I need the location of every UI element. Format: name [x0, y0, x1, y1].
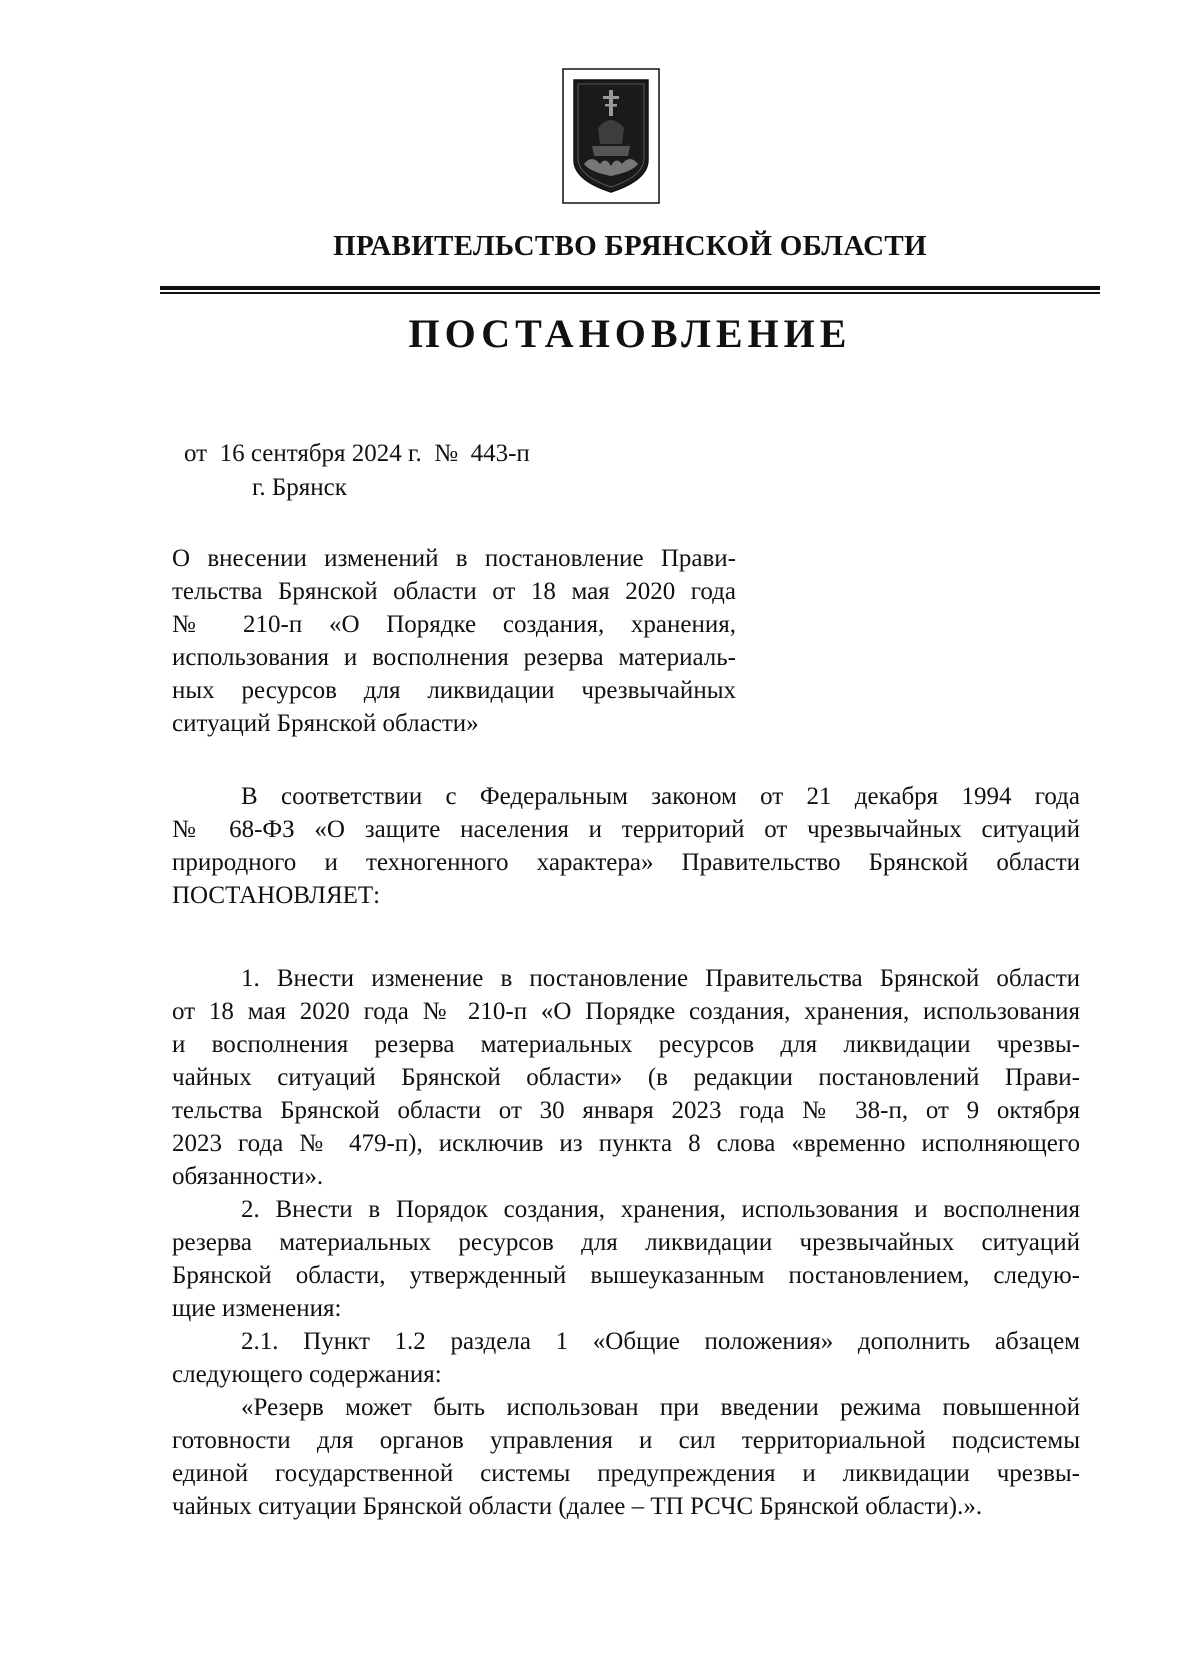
paragraph-line: готовности для органов управления и сил территориальной подсистемы [172, 1427, 1080, 1454]
document-subject [172, 542, 736, 740]
paragraph-line: ПОСТАНОВЛЯЕТ: [172, 882, 381, 909]
paragraph-line: 2. Внести в Порядок создания, хранения, использования и восполнения [241, 1196, 1080, 1223]
document-type-title: ПОСТАНОВЛЕНИЕ [408, 311, 852, 356]
organization-name: ПРАВИТЕЛЬСТВО БРЯНСКОЙ ОБЛАСТИ [333, 230, 927, 262]
paragraph-line: 2.1. Пункт 1.2 раздела 1 «Общие положения» дополнить абзацем [241, 1328, 1080, 1355]
item-2-1-paragraph [172, 1325, 1080, 1391]
paragraph-line: следующего содержания: [172, 1361, 442, 1388]
subject-line: ситуаций Брянской области» [172, 710, 479, 737]
preamble-paragraph [172, 780, 1080, 912]
paragraph-line: щие изменения: [172, 1295, 342, 1322]
paragraph-line: от 18 мая 2020 года № 210-п «О Порядке создания, хранения, использования [172, 998, 1080, 1025]
subject-line: использования и восполнения резерва материаль- [172, 644, 736, 671]
paragraph-line: Брянской области, утвержденный вышеуказанным постановлением, следую- [172, 1262, 1080, 1289]
paragraph-line: 2023 года № 479-п), исключив из пункта 8 слова «временно исполняющего [172, 1130, 1080, 1157]
subject-line: О внесении изменений в постановление Прави- [172, 545, 736, 572]
subject-line: № 210-п «О Порядке создания, хранения, [172, 611, 736, 638]
paragraph-line: обязанности». [172, 1163, 324, 1190]
paragraph-line: резерва материальных ресурсов для ликвидации чрезвычайных ситуаций [172, 1229, 1080, 1256]
paragraph-line: и восполнения резерва материальных ресурсов для ликвидации чрезвы- [172, 1031, 1080, 1058]
paragraph-line: природного и техногенного характера» Правительство Брянской области [172, 849, 1080, 876]
document-city: г. Брянск [252, 474, 347, 501]
document-date-number: от 16 сентября 2024 г. № 443-п [184, 440, 530, 467]
quoted-paragraph [172, 1391, 1080, 1523]
subject-line: тельства Брянской области от 18 мая 2020 года [172, 578, 736, 605]
paragraph-line: единой государственной системы предупреждения и ликвидации чрезвы- [172, 1460, 1080, 1487]
header-divider [160, 286, 1100, 295]
item-2-paragraph [172, 1193, 1080, 1325]
paragraph-line: тельства Брянской области от 30 января 2023 года № 38-п, от 9 октября [172, 1097, 1080, 1124]
paragraph-line: В соответствии с Федеральным законом от 21 декабря 1994 года [241, 783, 1080, 810]
paragraph-line: чайных ситуаций Брянской области» (в редакции постановлений Прави- [172, 1064, 1080, 1091]
paragraph-line: чайных ситуации Брянской области (далее – ТП РСЧС Брянской области).». [172, 1493, 983, 1520]
paragraph-line: 1. Внести изменение в постановление Правительства Брянской области [241, 965, 1080, 992]
subject-line: ных ресурсов для ликвидации чрезвычайных [172, 677, 736, 704]
paragraph-line: № 68-ФЗ «О защите населения и территорий от чрезвычайных ситуаций [172, 816, 1080, 843]
coat-of-arms-emblem [562, 68, 660, 204]
item-1-paragraph [172, 962, 1080, 1193]
paragraph-line: «Резерв может быть использован при введении режима повышенной [241, 1394, 1080, 1421]
